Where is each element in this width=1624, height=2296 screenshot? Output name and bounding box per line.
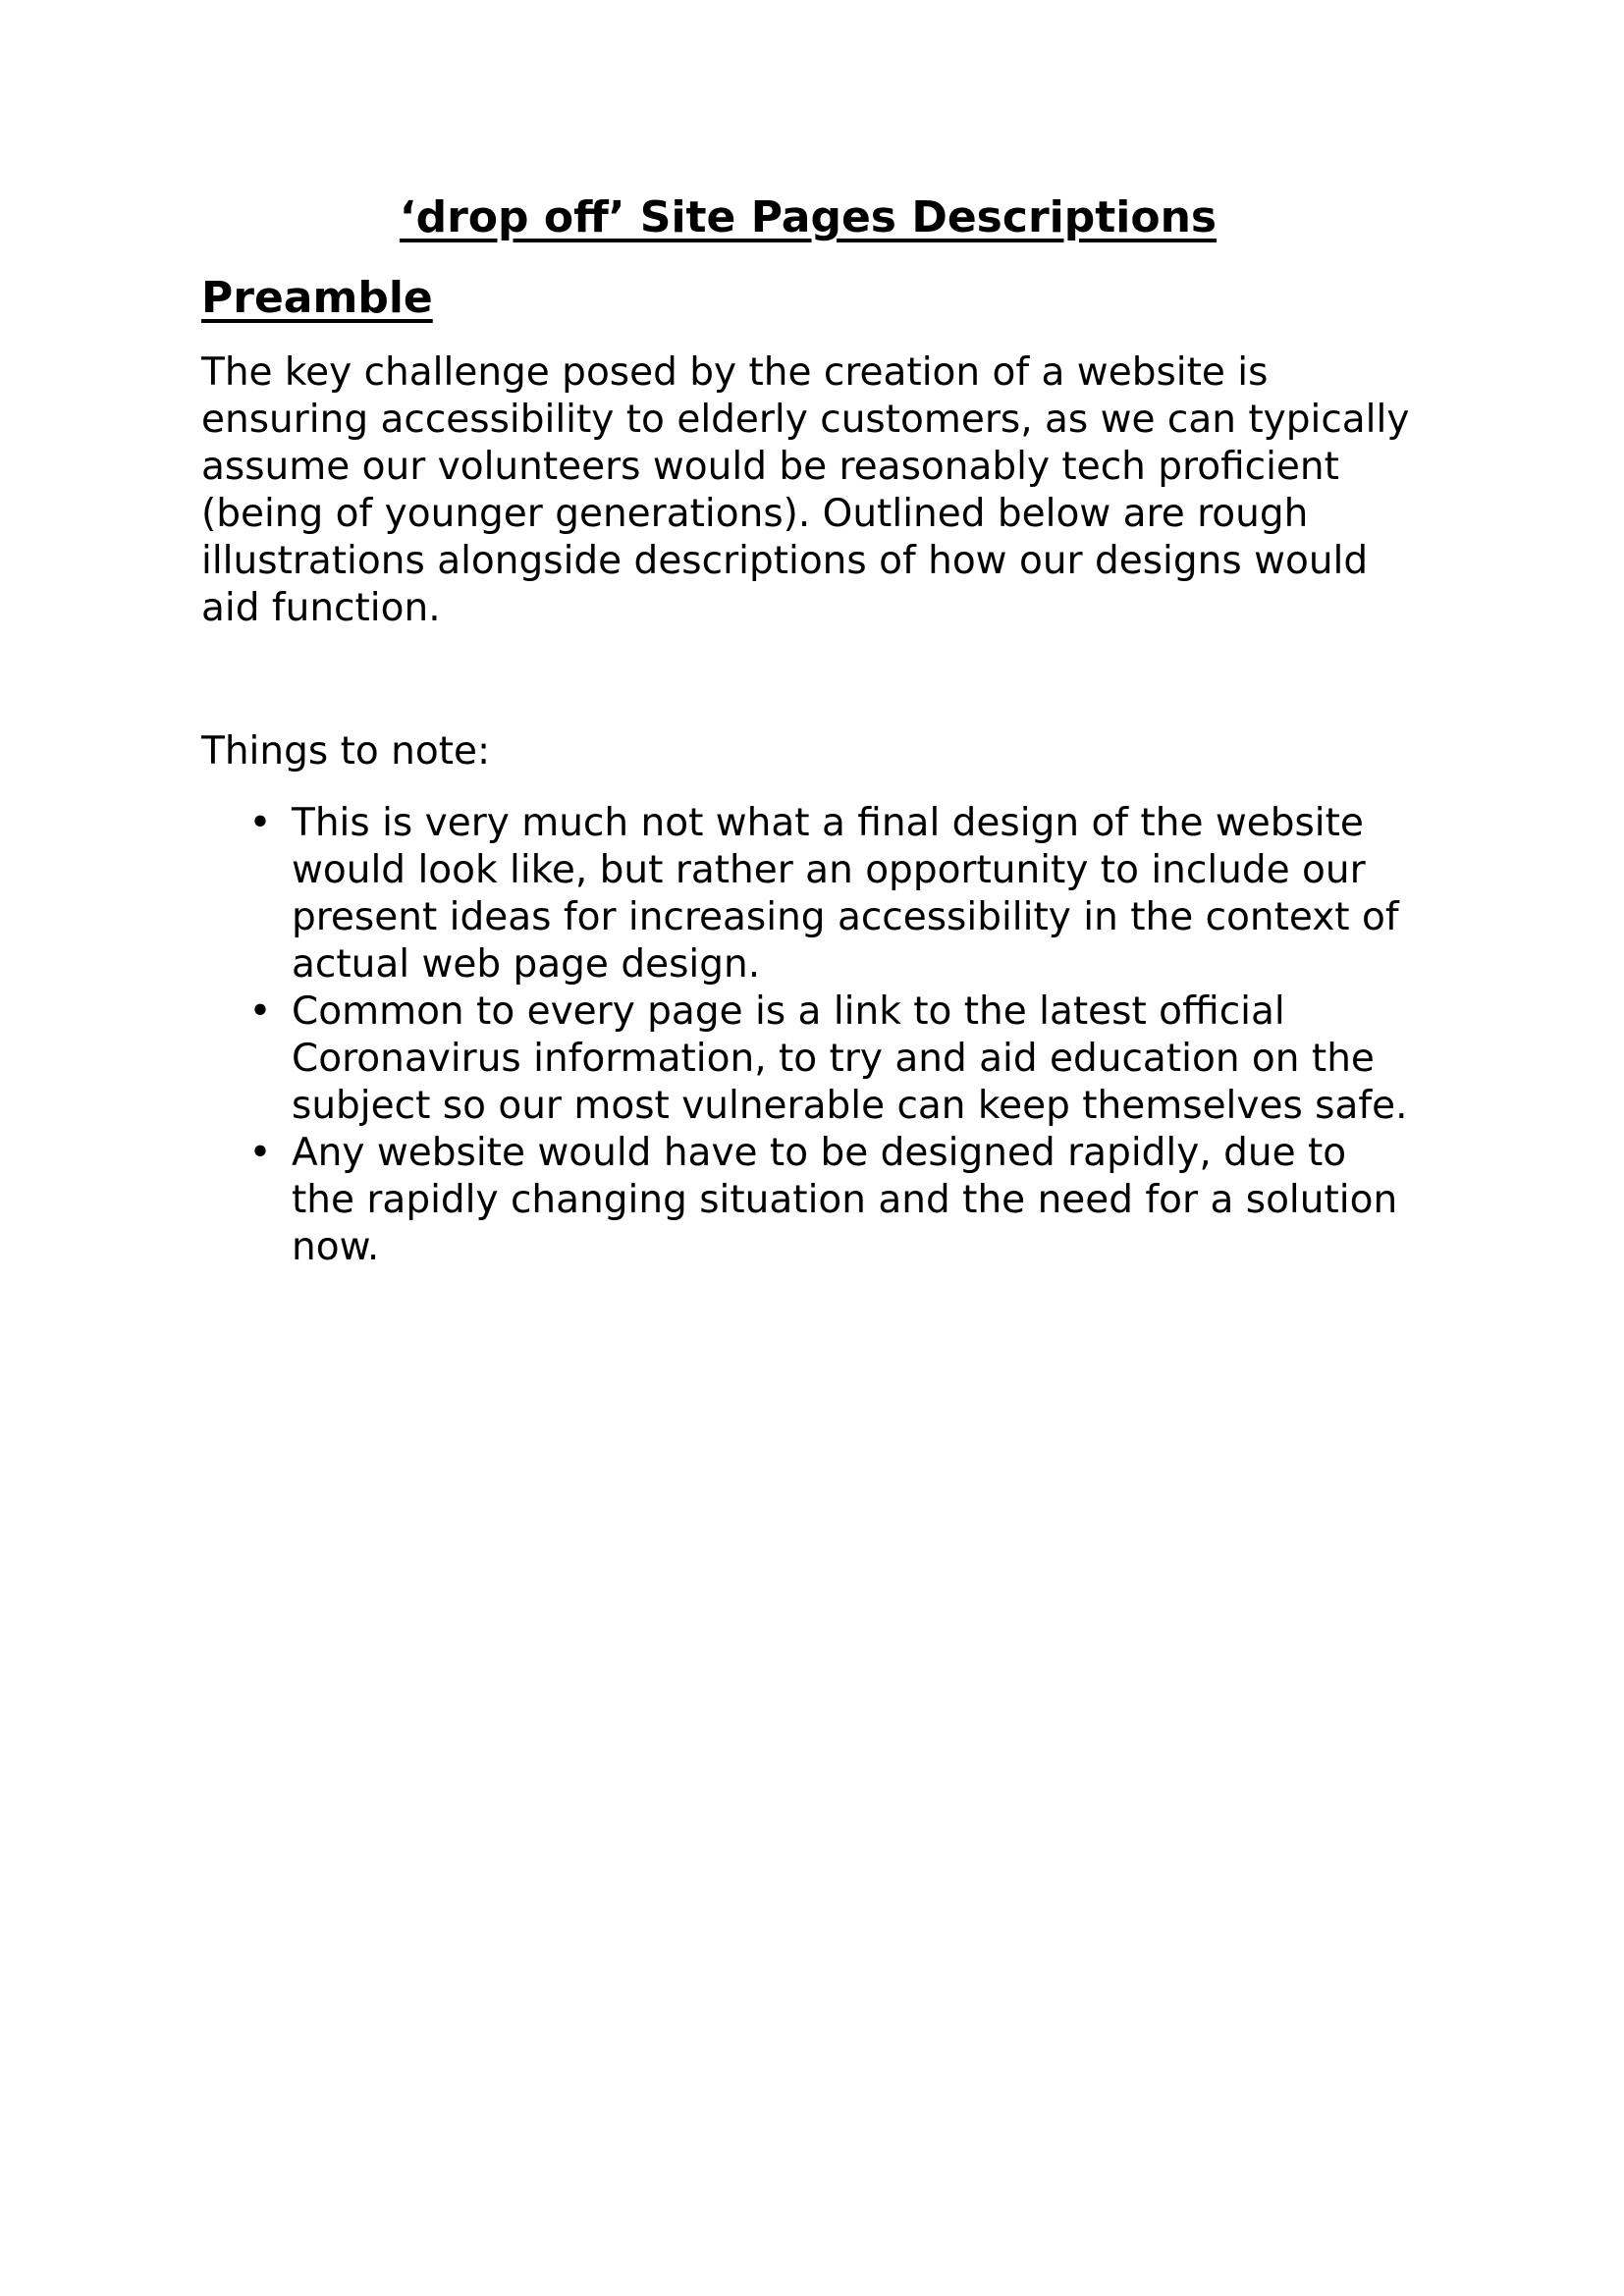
bullet-icon: • (248, 801, 272, 845)
list-item (201, 988, 1415, 1130)
notes-label: Things to note: (201, 729, 491, 774)
list-item (201, 800, 1415, 988)
document-title: ‘drop off’ Site Pages Descriptions (399, 192, 1218, 242)
list-item (201, 1130, 1415, 1271)
bullet-icon: • (248, 1131, 272, 1175)
list-item-text: Common to every page is a link to the latest official Coronavirus information, to try and aid education on the subject so our most vulnerable can keep themselves safe. (292, 989, 1408, 1128)
list-item-text: This is very much not what a final design of the website would look like, but rather an opportunity to include our present ideas for increasing accessibility in the context of actual web page design. (292, 801, 1399, 987)
intro-paragraph: The key challenge posed by the creation of a website is ensuring accessibility to elderly customers, as we can typically assume our volunteers would be reasonably tech proficient (being of younger generations). Outlined below are rough illustrations alongside descriptions of how our designs would aid function. (201, 350, 1410, 630)
bullet-icon: • (248, 989, 272, 1034)
notes-list (201, 800, 1415, 1271)
list-item-text: Any website would have to be designed rapidly, due to the rapidly changing situation and the need for a solution now. (292, 1131, 1398, 1269)
preamble-heading: Preamble (201, 273, 433, 323)
